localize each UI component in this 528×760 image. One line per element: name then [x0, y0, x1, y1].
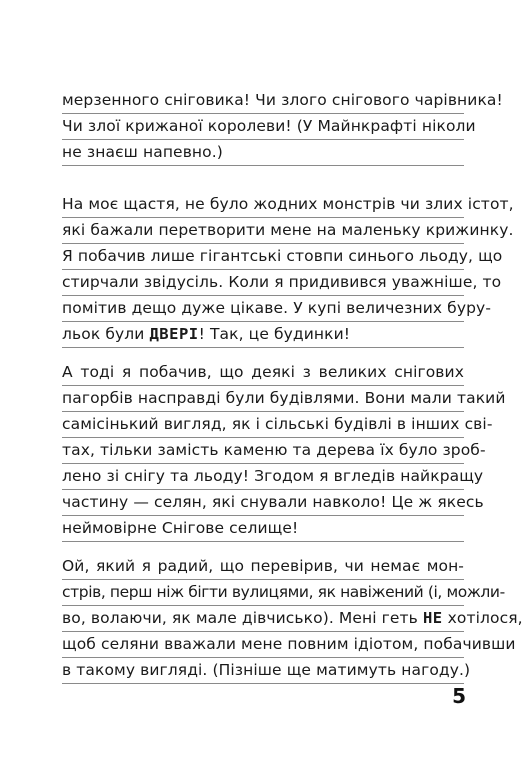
text-line: самісінький вигляд, як і сільські будівлі в інших сві-: [62, 412, 464, 438]
paragraph-4: [62, 554, 523, 684]
paragraph-1: [62, 88, 503, 166]
text-line: помітив дещо дуже цікаве. У купі величезних буру-: [62, 296, 464, 322]
text-line: Ой, який я радий, що перевірив, чи немає мон-: [62, 554, 464, 580]
paragraph-3: [62, 360, 506, 542]
text-fragment: хотілося,: [442, 609, 523, 627]
page-number: 5: [452, 684, 466, 708]
text-line: частину — селян, які снували навколо! Це ж якесь: [62, 490, 464, 516]
text-line: пагорбів насправді були будівлями. Вони мали такий: [62, 386, 464, 412]
text-line: Я побачив лише гігантські стовпи синього льоду, що: [62, 244, 464, 270]
text-line: стирчали звідусіль. Коли я придивився уважніше, то: [62, 270, 464, 296]
text-fragment: ! Так, це будинки!: [198, 325, 351, 343]
text-fragment: во, волаючи, як мале дівчисько). Мені геть: [62, 609, 423, 627]
text-line: А тоді я побачив, що деякі з великих снігових: [62, 360, 464, 386]
text-fragment: льок були: [62, 325, 150, 343]
emphasis-word: ДВЕРІ: [149, 325, 199, 343]
text-line: які бажали перетворити мене на маленьку крижинку.: [62, 218, 464, 244]
text-line: мерзенного сніговика! Чи злого снігового чарівника!: [62, 88, 464, 114]
text-line: Чи злої крижаної королеви! (У Майнкрафті ніколи: [62, 114, 464, 140]
paragraph-2: [62, 192, 514, 348]
text-line: в такому вигляді. (Пізніше ще матимуть нагоду.): [62, 658, 464, 684]
text-line: лено зі снігу та льоду! Згодом я вгледів найкращу: [62, 464, 464, 490]
text-line: [62, 606, 523, 632]
text-line: [62, 322, 464, 348]
text-line: не знаєш напевно.): [62, 140, 464, 166]
text-line: На моє щастя, не було жодних монстрів чи злих істот,: [62, 192, 464, 218]
text-line: стрів, перш ніж бігти вулицями, як навіжений (і, можли-: [62, 580, 464, 606]
text-line: неймовірне Снігове селище!: [62, 516, 464, 542]
text-line: тах, тільки замість каменю та дерева їх було зроб-: [62, 438, 464, 464]
emphasis-word: НЕ: [422, 609, 443, 627]
text-line: щоб селяни вважали мене повним ідіотом, побачивши: [62, 632, 464, 658]
